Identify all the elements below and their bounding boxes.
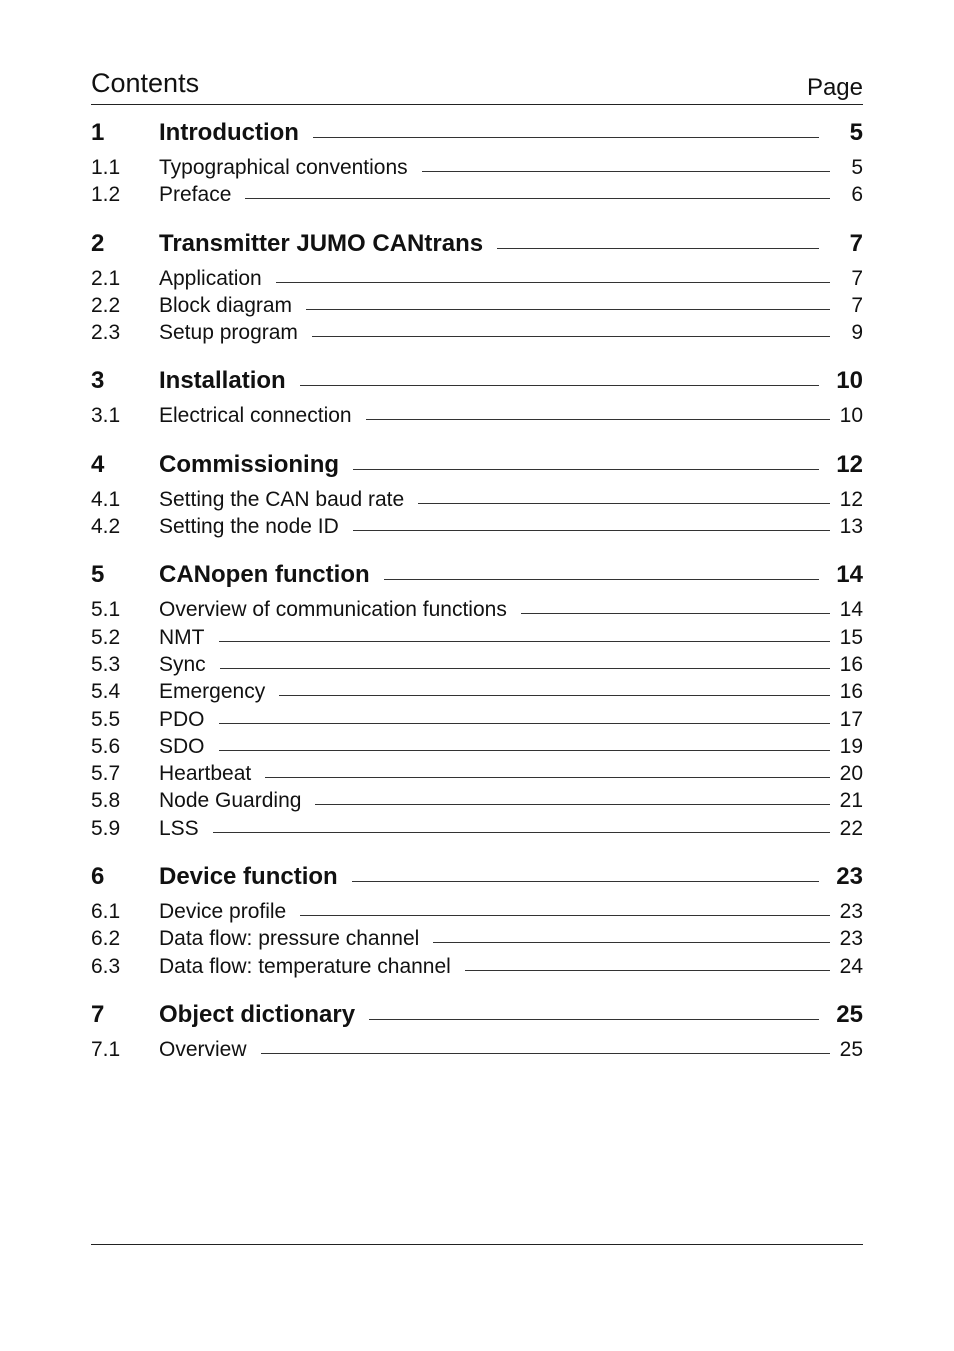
toc-section-entry-number: 5.6	[91, 734, 121, 758]
toc-section-entry[interactable]	[91, 183, 863, 210]
toc-section-entry-number: 5.8	[91, 789, 121, 813]
dot-leader	[306, 309, 830, 310]
toc-chapter-entry-page: 12	[836, 450, 863, 478]
toc-section-entry[interactable]	[91, 735, 863, 762]
toc-section-entry[interactable]	[91, 817, 863, 844]
toc-chapter-entry-title: Transmitter JUMO CANtrans	[159, 229, 484, 257]
toc-section-entry[interactable]	[91, 488, 863, 515]
toc-section-entry-title: NMT	[159, 625, 205, 649]
toc-chapter-entry-number: 2	[91, 229, 105, 257]
toc-chapter-entry-number: 3	[91, 367, 105, 395]
toc-section-entry[interactable]	[91, 708, 863, 735]
dot-leader	[220, 668, 830, 669]
dot-leader	[213, 832, 830, 833]
dot-leader	[276, 282, 830, 283]
toc-section-entry[interactable]	[91, 598, 863, 625]
toc-section-entry-page: 9	[851, 321, 863, 345]
toc-section-entry-title: Setting the CAN baud rate	[159, 487, 405, 511]
dot-leader	[497, 248, 819, 249]
toc-section-entry-number: 1.1	[91, 156, 121, 179]
toc-section-entry-page: 16	[839, 680, 863, 704]
toc-section-entry-title: Block diagram	[159, 293, 293, 317]
toc-section-entry-page: 10	[839, 404, 863, 428]
toc-section-entry-page: 15	[839, 625, 863, 649]
toc-section-entry-page: 19	[839, 734, 863, 758]
toc-section-entry-number: 2.3	[91, 321, 121, 345]
toc-section-entry-page: 5	[851, 156, 863, 179]
toc-section-entry-page: 20	[839, 762, 863, 786]
toc-section-entry-page: 17	[839, 707, 863, 731]
toc-section-entry-title: LSS	[159, 816, 199, 840]
toc-chapter-entry-title: Object dictionary	[159, 1000, 356, 1028]
toc-chapter-entry-number: 4	[91, 450, 105, 478]
toc-section-entry-title: Data flow: temperature channel	[159, 954, 451, 978]
toc-section-entry-title: Heartbeat	[159, 762, 252, 786]
toc-chapter-entry-number: 1	[91, 119, 105, 146]
toc-chapter-entry-number: 6	[91, 863, 105, 891]
dot-leader	[312, 336, 830, 337]
dot-leader	[219, 723, 830, 724]
toc-chapter-entry[interactable]	[91, 1001, 863, 1038]
toc-section-entry[interactable]	[91, 156, 863, 183]
toc-section-entry-number: 6.3	[91, 954, 121, 978]
toc-chapter	[91, 367, 863, 431]
toc-section-entry-page: 24	[839, 954, 863, 978]
toc-section-entry-number: 5.2	[91, 625, 121, 649]
toc-chapter-entry[interactable]	[91, 863, 863, 900]
toc-section-entry[interactable]	[91, 955, 863, 982]
dot-leader	[279, 695, 830, 696]
toc-chapter-entry-title: Device function	[159, 863, 338, 891]
toc-section-entry-title: Typographical conventions	[159, 156, 408, 179]
toc-section-entry-page: 23	[839, 900, 863, 924]
dot-leader	[352, 881, 819, 882]
toc-section-entry-number: 1.2	[91, 183, 121, 207]
dot-leader	[245, 198, 830, 199]
toc-section-entry-number: 2.2	[91, 293, 121, 317]
toc-section-entry[interactable]	[91, 653, 863, 680]
toc-section-entry-number: 7.1	[91, 1037, 121, 1061]
dot-leader	[384, 579, 819, 580]
toc-section-entry[interactable]	[91, 1038, 863, 1065]
dot-leader	[353, 530, 830, 531]
toc-section-entry-title: Emergency	[159, 680, 266, 704]
toc-section-entry-number: 5.5	[91, 707, 121, 731]
toc-chapter-entry-title: Introduction	[159, 119, 299, 146]
dot-leader	[315, 804, 830, 805]
toc-chapter-entry-page: 23	[836, 863, 863, 891]
toc-chapter	[91, 1001, 863, 1065]
page-column-label: Page	[806, 74, 863, 101]
toc-chapter	[91, 230, 863, 349]
dot-leader	[353, 469, 819, 470]
toc-section-entry-number: 3.1	[91, 404, 121, 428]
toc-section-entry-number: 4.2	[91, 515, 121, 539]
toc-section-entry[interactable]	[91, 680, 863, 707]
toc-chapter-entry-number: 5	[91, 561, 105, 589]
toc-section-entry-title: Application	[159, 266, 262, 290]
toc-section-entry-title: Overview of communication functions	[159, 598, 507, 622]
toc-chapter-entry-number: 7	[91, 1000, 105, 1028]
toc-chapter-entry-page: 5	[849, 119, 863, 146]
toc-section-entry-title: Overview	[159, 1037, 247, 1061]
toc-section-entry-title: Setting the node ID	[159, 515, 339, 539]
toc-section-entry[interactable]	[91, 267, 863, 294]
toc-section-entry[interactable]	[91, 404, 863, 431]
toc-section-entry-number: 5.7	[91, 762, 121, 786]
dot-leader	[261, 1053, 830, 1054]
toc-chapter-entry-title: Commissioning	[159, 450, 340, 478]
toc-section-entry-number: 2.1	[91, 266, 121, 290]
toc-chapter-entry-page: 7	[849, 229, 863, 257]
dot-leader	[433, 942, 830, 943]
toc-section-entry-title: Device profile	[159, 900, 287, 924]
dot-leader	[422, 171, 830, 172]
page-title: Contents	[91, 68, 200, 98]
toc-section-entry-number: 5.9	[91, 816, 121, 840]
toc-section-entry-title: Sync	[159, 652, 206, 676]
toc-section-entry-number: 5.1	[91, 598, 121, 622]
dot-leader	[265, 777, 830, 778]
toc-section-entry-page: 16	[839, 652, 863, 676]
toc-chapter	[91, 119, 863, 211]
toc-chapter-entry-page: 25	[836, 1000, 863, 1028]
toc-section-entry[interactable]	[91, 927, 863, 954]
footer-rule	[91, 1244, 863, 1245]
toc-chapter-entry-title: CANopen function	[159, 561, 370, 589]
toc-section-entry-number: 5.3	[91, 652, 121, 676]
toc-chapter-entry[interactable]	[91, 230, 863, 267]
dot-leader	[300, 915, 830, 916]
toc-section-entry-number: 6.1	[91, 900, 121, 924]
toc-section-entry[interactable]	[91, 515, 863, 542]
dot-leader	[219, 750, 830, 751]
toc-chapter-entry-page: 14	[836, 561, 863, 589]
toc-section-entry-number: 4.1	[91, 487, 121, 511]
toc-section-entry-page: 13	[839, 515, 863, 539]
dot-leader	[418, 503, 830, 504]
toc-section-entry[interactable]	[91, 789, 863, 816]
toc-section-entry-title: Data flow: pressure channel	[159, 927, 420, 951]
toc-section-entry-number: 6.2	[91, 927, 121, 951]
toc-section-entry[interactable]	[91, 626, 863, 653]
toc-section-entry-number: 5.4	[91, 680, 121, 704]
toc-chapter	[91, 561, 863, 844]
toc-chapter-entry[interactable]	[91, 119, 863, 156]
toc-section-entry-page: 21	[839, 789, 863, 813]
toc-section-entry-page: 12	[839, 487, 863, 511]
toc-section-entry[interactable]	[91, 762, 863, 789]
toc-section-entry-title: Preface	[159, 183, 232, 207]
toc-section-entry-title: PDO	[159, 707, 205, 731]
toc-section-entry-page: 25	[839, 1037, 863, 1061]
toc-section-entry-title: Node Guarding	[159, 789, 302, 813]
toc-section-entry-page: 7	[851, 266, 863, 290]
toc-section-entry[interactable]	[91, 321, 863, 348]
toc-section-entry-title: Electrical connection	[159, 404, 352, 428]
toc-chapter-entry[interactable]	[91, 451, 863, 488]
table-of-contents	[91, 119, 863, 1084]
dot-leader	[521, 613, 830, 614]
toc-section-entry[interactable]	[91, 294, 863, 321]
toc-chapter	[91, 451, 863, 543]
toc-section-entry-title: Setup program	[159, 321, 298, 345]
toc-section-entry-page: 22	[839, 816, 863, 840]
dot-leader	[219, 641, 831, 642]
toc-chapter-entry[interactable]	[91, 561, 863, 598]
toc-chapter-entry[interactable]	[91, 367, 863, 404]
toc-chapter-entry-title: Installation	[159, 367, 286, 395]
dot-leader	[366, 419, 830, 420]
dot-leader	[313, 137, 819, 138]
dot-leader	[465, 970, 830, 971]
toc-section-entry-page: 23	[839, 927, 863, 951]
toc-header	[91, 66, 863, 105]
toc-section-entry-page: 7	[851, 293, 863, 317]
toc-section-entry-page: 14	[839, 598, 863, 622]
toc-chapter-entry-page: 10	[836, 367, 863, 395]
toc-section-entry-title: SDO	[159, 734, 205, 758]
toc-section-entry-page: 6	[851, 183, 863, 207]
toc-section-entry[interactable]	[91, 900, 863, 927]
dot-leader	[300, 385, 819, 386]
dot-leader	[369, 1019, 819, 1020]
toc-chapter	[91, 863, 863, 982]
